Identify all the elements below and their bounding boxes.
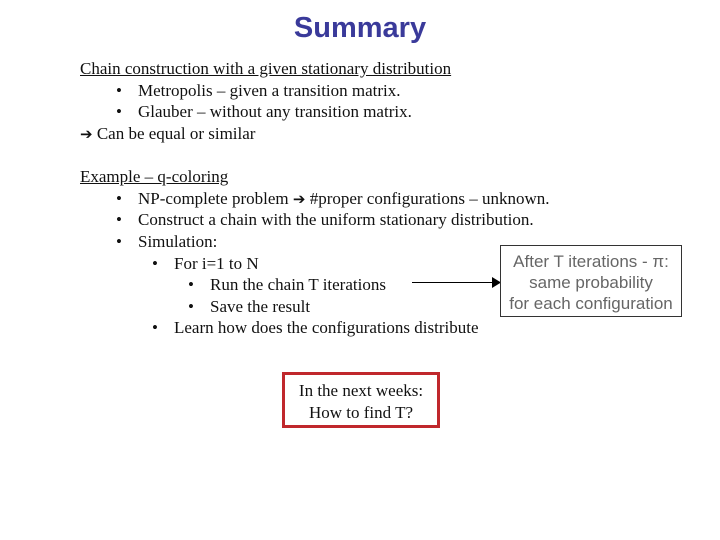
section1-bullet-2 (116, 102, 412, 122)
callout-line: After T iterations - π: (513, 252, 669, 271)
sim-learn (152, 318, 479, 338)
sim-step-2 (188, 297, 310, 317)
section2-bullet-3 (116, 232, 217, 252)
section2-bullet-1 (116, 189, 550, 209)
np-suffix-text: #proper configurations – unknown. (309, 189, 550, 208)
bullet-icon: • (116, 189, 122, 208)
sim-step-1 (188, 275, 386, 295)
section1-bullet-1 (116, 81, 401, 101)
bullet-text: Construct a chain with the uniform stationary distribution. (138, 210, 534, 229)
sim-step-text: Run the chain T iterations (210, 275, 386, 294)
next-weeks-note (282, 372, 440, 428)
bullet-text: Glauber – without any transition matrix. (138, 102, 412, 121)
bullet-icon: • (188, 275, 194, 294)
bullet-text: Metropolis – given a transition matrix. (138, 81, 401, 100)
bullet-text: Simulation: (138, 232, 218, 251)
sim-loop-text: For i=1 to N (174, 254, 259, 273)
callout-box (500, 245, 682, 317)
section1-conclusion (80, 124, 255, 144)
sim-loop (152, 254, 259, 274)
bullet-icon: • (152, 318, 158, 337)
callout-line: same probability (529, 273, 653, 292)
slide-title: Summary (293, 12, 427, 44)
section2-heading: Example – q-coloring (80, 167, 229, 186)
bullet-icon: • (116, 102, 122, 121)
bullet-icon: • (188, 297, 194, 316)
section2-bullet-2 (116, 210, 534, 230)
callout-line: for each configuration (509, 294, 673, 313)
section1-heading: Chain construction with a given stationary distribution (80, 59, 452, 78)
arrow-right-icon: ➔ (292, 190, 306, 208)
bullet-icon: • (152, 254, 158, 273)
bullet-icon: • (116, 81, 122, 100)
note-line: How to find T? (308, 403, 414, 422)
sim-learn-text: Learn how does the configurations distribute (174, 318, 479, 337)
bullet-icon: • (116, 232, 122, 251)
connector-line (412, 282, 500, 283)
conclusion-text: Can be equal or similar (96, 124, 256, 143)
note-line: In the next weeks: (298, 381, 424, 400)
sim-step-text: Save the result (210, 297, 311, 316)
bullet-icon: • (116, 210, 122, 229)
arrow-right-icon: ➔ (80, 125, 93, 143)
bullet-text: NP-complete problem (138, 189, 289, 208)
